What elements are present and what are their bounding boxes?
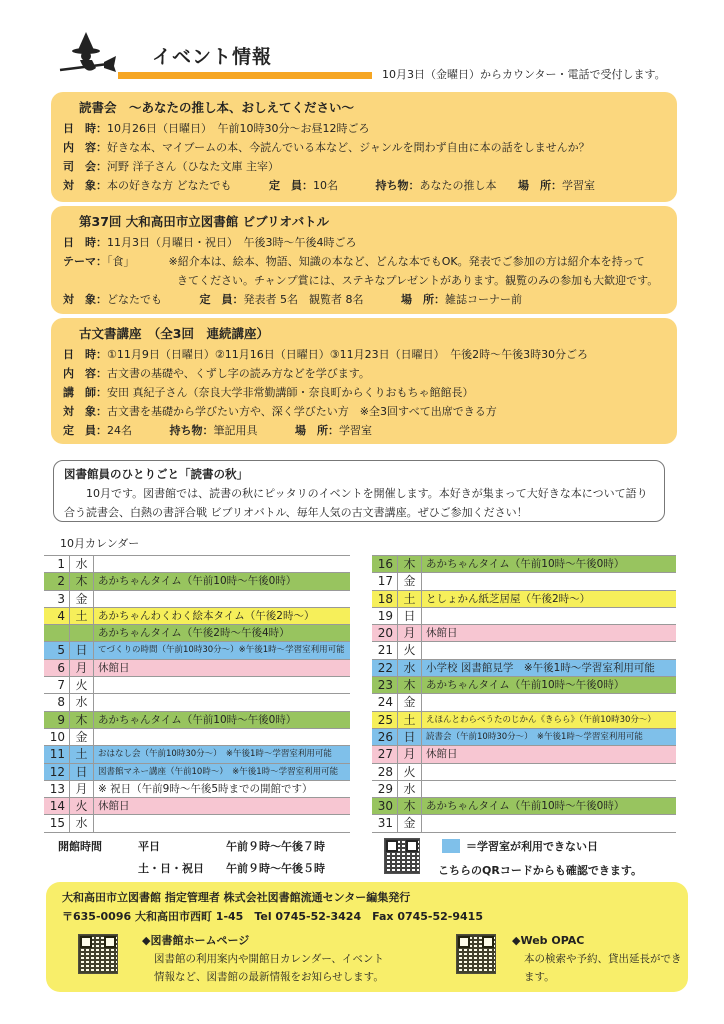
calendar-event: あかちゃんわくわく絵本タイム（午後2時～） [98,609,315,622]
calendar-day: 16 [372,556,398,572]
calendar-row [372,694,676,711]
page-header [52,28,692,84]
calendar-day: 17 [372,573,398,589]
calendar-weekday [70,625,94,641]
event-title: 読書会 ～あなたの推し本、おしえてください～ [79,100,355,115]
event-old-documents [51,318,677,444]
event-details: 対 象：どなたでも 定 員：発表者 5名 観覧者 8名 場 所：雑誌コーナー前 [63,293,522,306]
calendar-day: 5 [44,642,70,658]
calendar-event: あかちゃんタイム（午前10時～午後0時） [426,679,625,692]
calendar-weekday: 月 [70,660,94,676]
calendar-weekday: 火 [398,764,422,780]
column-text: 10月です。図書館では、読書の秋にピッタリのイベントを開催します。本好きが集まって大好きな本について語り合う読書会、白熱の書評合戦 ビブリオバトル、毎年人気の古文書講座。ぜひご参加ください！ [64,487,648,519]
calendar-day: 10 [44,729,70,745]
event-host: 司 会：河野 洋子さん（ひなた文庫 主宰） [63,160,279,173]
publisher: 大和高田市立図書館 指定管理者 株式会社図書館流通センター編集発行 [62,891,411,904]
calendar-day: 14 [44,798,70,814]
calendar-day: 25 [372,712,398,728]
calendar-row [372,677,676,694]
calendar-row [372,573,676,590]
calendar-day: 11 [44,746,70,762]
calendar-event: あかちゃんタイム（午後2時～午後4時） [98,627,290,640]
legend-swatch [442,839,460,853]
calendar-row [372,556,676,573]
calendar-weekday: 木 [70,712,94,728]
calendar-row [44,764,350,781]
calendar-day: 3 [44,591,70,607]
calendar-day: 20 [372,625,398,641]
calendar-row [44,694,350,711]
page-title: イベント情報 [152,46,273,68]
event-theme-note: きてください。チャンプ賞には、ステキなプレゼントがあります。観覧のみの参加も大歓迎です。 [177,274,659,287]
calendar-day: 22 [372,660,398,676]
calendar-weekday: 月 [398,625,422,641]
calendar-weekday: 日 [398,608,422,624]
homepage-info [142,932,392,986]
event-date: 日 時：10月26日（日曜日） 午前10時30分～お昼12時ごろ [63,122,370,135]
calendar-event: 休館日 [98,661,130,674]
opac-qr-code-icon[interactable] [456,934,496,974]
calendar-event: 図書館マネー講座（午前10時～） ※午後1時～学習室利用可能 [98,766,339,777]
calendar-weekday: 水 [398,781,422,797]
legend-text: ＝学習室が利用できない日 [466,840,598,853]
calendar-row [44,660,350,677]
calendar-day: 9 [44,712,70,728]
calendar-event: あかちゃんタイム（午前10時～午後0時） [98,713,297,726]
weekday-time: 午前９時～午後７時 [226,840,325,853]
hours-label: 開館時間 [58,840,102,853]
calendar-day: 28 [372,764,398,780]
calendar-row [372,746,676,763]
calendar-day: 31 [372,815,398,831]
calendar-weekday: 金 [70,591,94,607]
calendar-weekday: 水 [70,694,94,710]
calendar-row [372,712,676,729]
event-details: 定 員：24名 持ち物：筆記用具 場 所：学習室 [63,424,372,437]
calendar-weekday: 金 [398,573,422,589]
calendar-weekday: 木 [398,677,422,693]
calendar-weekday: 土 [70,746,94,762]
calendar-event: てづくりの時間（午前10時30分～）※午後1時～学習室利用可能 [98,645,345,656]
calendar-weekday: 土 [398,591,422,607]
opac-text: 本の検索や予約、貸出延長ができます。 [524,953,682,983]
address: 〒635-0096 大和高田市西町 1-45 Tel 0745-52-3424 Fax 0745-52-9415 [62,910,483,923]
librarian-column [53,460,665,522]
opening-hours [58,836,325,880]
calendar-weekday: 月 [398,746,422,762]
calendar-weekday: 土 [70,608,94,624]
calendar-day: 13 [44,781,70,797]
opac-info [512,932,682,986]
calendar-row [44,798,350,815]
title-underline [118,72,372,79]
calendar-row [44,625,350,642]
homepage-title: ◆図書館ホームページ [142,934,250,947]
calendar-day: 24 [372,694,398,710]
calendar-row [44,677,350,694]
calendar-weekday: 火 [70,677,94,693]
calendar-weekday: 金 [398,694,422,710]
calendar-event: えほんとわらべうたのじかん《きらら》（午前10時30分～） [426,714,656,725]
calendar-day: 27 [372,746,398,762]
calendar-row [44,556,350,573]
calendar-day: 23 [372,677,398,693]
calendar-event: 休館日 [426,627,458,640]
event-date: 日 時：11月3日（月曜日・祝日） 午後3時～午後4時ごろ [63,236,357,249]
calendar-weekday: 日 [70,764,94,780]
event-target: 対 象：古文書を基礎から学びたい方や、深く学びたい方 ※全3回すべて出席できる方 [63,405,497,418]
holiday-label: 土・日・祝日 [138,862,204,875]
calendar-row [44,591,350,608]
calendar-row [372,642,676,659]
calendar-day: 1 [44,556,70,572]
calendar-event: 小学校 図書館見学 ※午後1時～学習室利用可能 [426,661,655,674]
calendar-row [44,573,350,590]
column-title: 図書館員のひとりごと「読書の秋」 [64,467,248,481]
calendar-row [372,781,676,798]
calendar-day: 15 [44,815,70,831]
calendar-day: 26 [372,729,398,745]
calendar-weekday: 金 [398,815,422,831]
calendar-day: 19 [372,608,398,624]
calendar-weekday: 月 [70,781,94,797]
calendar-row [44,815,350,832]
calendar-row [44,608,350,625]
calendar-row [372,608,676,625]
calendar-event: 休館日 [426,748,458,761]
calendar-weekday: 木 [398,556,422,572]
calendar-row [372,764,676,781]
calendar-day: 7 [44,677,70,693]
holiday-time: 午前９時～午後５時 [226,862,325,875]
calendar-weekday: 火 [70,798,94,814]
event-date: 日 時：①11月9日（日曜日）②11月16日（日曜日）③11月23日（日曜日） 午後2時～午後3時30分ごろ [63,348,589,361]
weekday-label: 平日 [138,840,160,853]
calendar-weekday: 日 [70,642,94,658]
calendar-row [372,729,676,746]
calendar-day: 4 [44,608,70,624]
homepage-text: 図書館の利用案内や開館日カレンダー、イベント情報など、図書館の最新情報をお知らせします。 [154,953,384,983]
calendar-row [372,815,676,832]
calendar-weekday: 木 [70,573,94,589]
footer [46,882,688,992]
homepage-qr-code-icon[interactable] [78,934,118,974]
calendar-day: 18 [372,591,398,607]
calendar-row [44,712,350,729]
calendar-event: おはなし会（午前10時30分～） ※午後1時～学習室利用可能 [98,749,332,760]
calendar-weekday: 水 [398,660,422,676]
calendar-weekday: 日 [398,729,422,745]
calendar-event: あかちゃんタイム（午前10時～午後0時） [426,800,625,813]
opac-title: ◆Web OPAC [512,934,585,947]
calendar-weekday: 金 [70,729,94,745]
calendar-event: あかちゃんタイム（午前10時～午後0時） [98,575,297,588]
event-title: 古文書講座 （全3回 連続講座） [79,326,269,341]
event-reading-club [51,92,677,202]
calendar-title: 10月カレンダー [60,537,140,550]
calendar-row [44,642,350,659]
calendar-right-column [372,555,676,833]
event-details: 対 象：本の好きな方 どなたでも 定 員：10名 持ち物：あなたの推し本 場 所：学習室 [63,179,595,192]
event-content: 内 容：好きな本、マイブームの本、今読んでいる本など、ジャンルを問わず自由に本の話をしませんか？ [63,141,590,154]
event-lecturer: 講 師：安田 真紀子さん（奈良大学非常勤講師・奈良町からくりおもちゃ館館長） [63,386,474,399]
calendar-event: ※ 祝日（午前9時～午後5時までの開館です） [98,782,313,795]
calendar-day: 8 [44,694,70,710]
calendar-row [44,729,350,746]
calendar-row [372,625,676,642]
calendar-left-column [44,555,350,833]
calendar-weekday: 火 [398,642,422,658]
calendar-row [372,591,676,608]
reception-note: 10月3日（金曜日）からカウンター・電話で受付します。 [382,68,666,81]
calendar-event: 休館日 [98,800,130,813]
calendar-day: 21 [372,642,398,658]
event-biblio-battle [51,206,677,314]
event-content: 内 容：古文書の基礎や、くずし字の読み方などを学びます。 [63,367,370,380]
calendar-row [372,798,676,815]
calendar-day: 6 [44,660,70,676]
calendar-row [372,660,676,677]
calendar-day: 29 [372,781,398,797]
calendar-day: 30 [372,798,398,814]
calendar-event: あかちゃんタイム（午前10時～午後0時） [426,558,625,570]
event-title: 第37回 大和高田市立図書館 ビブリオバトル [79,214,329,229]
witch-icon [56,30,116,80]
calendar-qr-code-icon[interactable] [384,838,420,874]
event-theme: テーマ：「食」 ※紹介本は、絵本、物語、知識の本など、どんな本でもOK。発表でご参加の方は紹介本を持って [63,255,645,268]
calendar-weekday: 水 [70,815,94,831]
calendar-day: 12 [44,764,70,780]
calendar-row [44,781,350,798]
calendar-weekday: 水 [70,556,94,572]
calendar-row [44,746,350,763]
calendar-event: としょかん紙芝居屋（午後2時～） [426,592,591,605]
calendar-day: 2 [44,573,70,589]
calendar-day [44,625,70,641]
qr-note: こちらのQRコードからも確認できます。 [438,864,642,877]
calendar-weekday: 土 [398,712,422,728]
calendar-weekday: 木 [398,798,422,814]
calendar-event: 読書会（午前10時30分～） ※午後1時～学習室利用可能 [426,731,643,742]
